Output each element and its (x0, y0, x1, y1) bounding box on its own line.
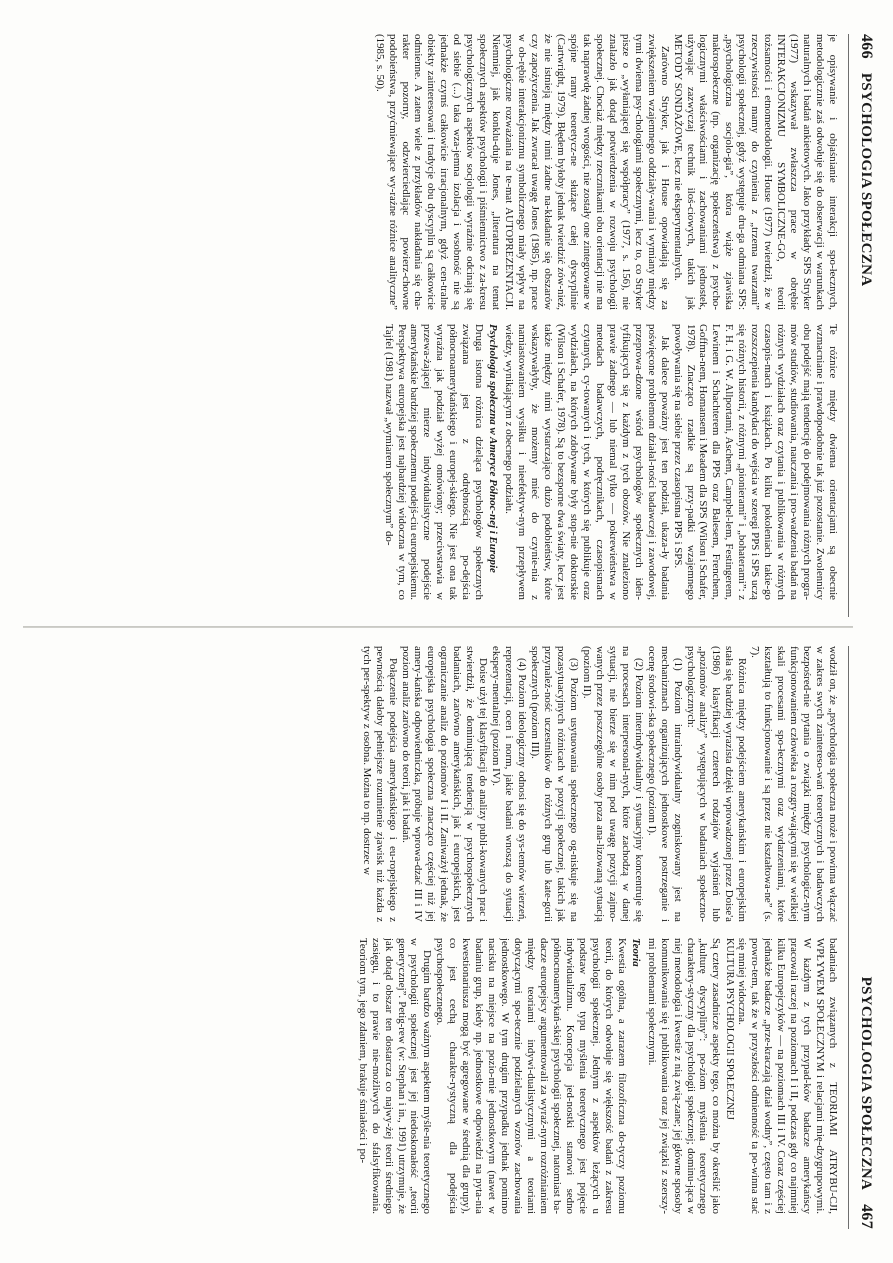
body-paragraph: wodził on, że „psychologia społeczna może i powinna włączać w zakres swych zaintereso-wań teoretycznych i badawczych bezpośred-nie pytania o związki między psychologicz-nym funkcjonowaniem człowieka a rozgry-wającymi się w wielkiej skali procesami spo-łecznymi oraz wydarzeniami, które kształtują to funkcjonowanie i są przez nie kształtowa-ne” (s. 7). (749, 646, 839, 922)
right-page (0, 632, 893, 1263)
book-gutter (23, 626, 853, 628)
body-paragraph: Drugim bardzo ważnym aspektem myśle-nia teoretycznego w psychologii społecznej jest jej niedoskonałość „teorii generycznej”. Petig-rew (w: Stephan i in., 1991) utrzymuje, że jak dotąd obszar ten dostarcza co najwy-żej teorii średniego zasięgu, i to prawie nie-możliwych do sfalsyfikowania. Teoriom tym, jego zdaniem, brakuje śmiałości i po- (356, 938, 434, 1214)
body-paragraph: Doise użył tej klasyfikacji do analizy publi-kowanych prac i stwierdził, że dominującą tendencją w psychospołecznych badaniach, zarówno amerykańskich, jak i europejskich, jest ograniczanie analiz do poziomów I i II. Zaniważył jednak, że europejska psychologia społeczna znacząco częściej niż jej amery-kańska odpowiedniczka, próbuje wprowa-dzać III i IV poziom analiz zarówno do teorii, jak i badań. (399, 646, 490, 922)
right-running-title: PSYCHOLOGIA SPOŁECZNA (858, 976, 874, 1191)
body-paragraph: Są cztery zasadnicze aspekty tego, co można by określić jako „kulturę dyscypliny”: po-ziom myślenia teoretycznego charaktery-styczny dla psychologii społecznej; dominu-jąca w niej metodologia i kwestie z nią zwią-zane; jej główne sposoby komunikowania się i publikowania oraz jej związki z szerszy-mi problemami społecznymi. (645, 938, 723, 1214)
body-paragraph: (3) Poziom usytuowania społecznego og-niskuje się na pozasytuacyjnych różnicach w pozycji społecznej, takich jak przynależ-ność uczestników do różnych grup lub kate-gorii społecznych (poziom III). (529, 646, 580, 922)
right-page-number: 467 (858, 1204, 875, 1229)
section-heading: Teoria (629, 938, 642, 967)
section-heading: Psychologia społeczna w Ameryce Północ-nej i Europie (487, 324, 500, 573)
body-paragraph: Te różnice między dwiema orientacjami są obecnie wzmacniane i prawdopodobnie tak już pozostanie. Zwolennicy obu podejść mają tendencję do podejmowania różnych progra-mów studiów, studiowania, nauczania i pro-wadzenia badań na różnych wydziałach oraz czytania i publikowania w różnych czasopis-mach i książkach. Po kilku pokoleniach takie-go rozszczepienia kandydaci do wejścia w szeregi PPS i SPS uczą się różnych historii, z różnymi „pionierami” i „bohaterami”: z F. H. i G. W. Allportami, Aschem, Campbel-lem, Festingerem, Lewinem i Schachterem dla PPS oraz Balesem, Frenchem, Goffma-nem, Homansem i Meadem dla SPS (Wilson i Schafer, 1978). Znacząco rzadkie są przy-padki wzajemnego powoływania się na siebie przez czasopisma PPS i SPS. (671, 324, 839, 600)
right-column-2 (11, 938, 839, 1214)
left-page (0, 0, 893, 631)
body-paragraph: je opisywanie i objaśnianie interakcji spo-łecznych, metodologicznie zaś odwołuje się do obserwacji w warunkach naturalnych i badań ankietowych. Jako przykłady SPS Stryker (1977) wskazywał zwłaszcza prace w obrębie INTERAKCJONIZMU SYMBOLICZNE-GO, teorii tożsamości i etnometodologii. House (1977) twierdził, że w rzeczywistości mamy do czynienia z „trzema twarzami” psychologii społecznej, gdyż występuje dru-ga odmiana SPS: „psychologiczna socjolo-gia”, która wiąże zjawiska makrospołeczne (np. organizację społeczeństwa) z psycho-logicznymi właściwościami i zachowaniami jednostek, używając zazwyczaj technik iloś-ciowych, takich jak METODY SONDAŻOWE, lecz nie eksperymentalnych. (671, 34, 839, 310)
body-paragraph: Jak dalece poważny jest ten podział, ukaza-ły badania poświęcone problemom działal-ności badawczej i zawodowej, przeprowa-dzone wśród psychologów społecznych iden-tyfikujących się z każdym z tych obozów. Nie znaleziono prawie żadnego — lub niemal tylko — pokrewieństwa w metodach badawczych, podręcznikach, czasopismach czytanych, cy-towanych i tych, w których się publikuje oraz wydziałach, na których zdobywane były stop-nie doktorskie (Wilson i Schafer, 1978). Są to bezsporne dwa światy, lecz jest także między nimi wystarczająco dużo podobieństw, które wskazywałyby, że możemy mieć do czynie-nia z namiastowaniem wysiłku i nieefektyw-nym przepływem wiedzy, wynikającym z obecnego podziału. (503, 324, 671, 600)
section-heading-smallcaps: KULTURA PSYCHOLOGII SPOŁECZNEJ (724, 938, 736, 1120)
body-paragraph: Zarówno Stryker, jak i House opowiadają się za zwiększeniem wzajemnego oddziały-wania i wymiany między tymi dwiema psy-chologiami społecznymi, lecz to, co Stryker pisze o „wyłaniającej się współpracy” (1977, s. 156), nie znalazło jak dotąd potwierdzenia w rozwoju psychologii społecznej. Chociaż między rzecznikami obu orientacji nie ma tak naprawdę żadnej wrogości, nie zostały one zintegrowane w spójne ramy teoretycz-ne służące całej dyscyplinie (Cartwright, 1979). Błędem byłoby jednak twierdzić zów-nież, że nie istnieją między nimi żadne na-kładanie się obszarów czy zapożyczenia. Jak zwracał uwagę Jones (1985), np. prace w ob-rębie interakcjonizmu symbolicznego miały wpływ na psychologiczne rozważania na te-mat AUTOPREZENTACJI. Niemniej, jak konklu-duje Jones, „literatura na temat społecznych aspektów psychologii i piśmiennictwo z za-kresu psychologicznych aspektów socjologii wyraźnie odcinają się od siebie (...) taka wza-jemna izolacja i wsobność nie są jednakże czymś całkowicie irracjonalnym, gdyż cen-tralne obiekty zainteresowań i tradycje obu dyscyplin są całkowicie odmienne. A zatem wiele z przykładów nakładania się cha-rakter pozorny, odzwierciedlając powierz-chowne podobieństwa, przyćmiewające wy-raźne różnice analityczne” (1985, s. 50). (373, 34, 671, 310)
right-running-head (857, 977, 875, 1229)
body-paragraph: Druga istotna różnica dzieląca psychologów społecznych związana jest z odrębnością po-dejścia północnoamerykańskiego i europej-skiego. Nie jest ona tak wyraźna jak podział wyżej omówiony; przeciwstawia w przewa-żającej mierze indywidualistyczne podejście amerykańskie bardziej społecznemu podejś-ciu europejskiemu. Perspektywa europejska jest najbardziej widoczna w tym, co Tajfel (1981) nazwał „wymiarem społecznym” do- (382, 324, 486, 600)
right-column-1 (11, 646, 839, 922)
left-head-rule (848, 34, 849, 617)
body-paragraph: (2) Poziom interindywidualny i sytuacyjny koncentruje się na procesach interpersonal-nych, które zachodzą w danej sytuacji, nie bierze się w nim pod uwagę pozycji zajmo-wanych przez poszczególne osoby poza ana-lizowaną sytuacją (poziom II). (580, 646, 645, 922)
body-paragraph: Kwestia ogólna, a zarazem filozoficzna do-tyczy poziomu teorii, do których odwołuje się większość badań z zakresu psychologii społecznej. Jednym z aspektów leżących u podstaw tego typu myślenia teoretycznego jest pojęcie indywidualizmu. Koncepcja jed-nostki stanowi sedno północnoamerykań-skiej psychologii społecznej, natomiast ba-dacze europejscy argumentowali za wyraź-nym rozróżnianiem między teoriami indywi-dualistycznymi a teoriami dotyczącymi spo-tecznie podzielanych wzorów zachowania jednostkowego. W tym drugim przypadku jednak pomimo nacisku na miejsce na pozio-mie jednostkowym (nawet w badaniu grup, kiedy np. jednostkowe odpowiedzi na pyta-nia kwestionariusza mogą być agregowane w średnią dla grupy), co jest cechą charakte-rystyczną dla podejścia psychospołecznego. (434, 938, 628, 1214)
left-column-2 (11, 324, 839, 600)
left-running-title: PSYCHOLOGIA SPOŁECZNA (858, 72, 874, 287)
body-paragraph: Różnica między podejściem amerykańskim i europejskim stała się bardziej wyrazista dzięki wprowadzonej przez Doise'a (1986) klasyfikacji czterech rodzajów wyjaśnień lub „poziomów analizy” występujących w badaniach społeczno-psychologicznych: (684, 646, 749, 922)
body-paragraph: (4) Poziom ideologiczny odnosi się do sys-temów wierzeń, reprezentacji, ocen i norm, jakie badani wnoszą do sytuacji ekspery-mentalnej (poziom IV). (490, 646, 529, 922)
right-head-rule (848, 646, 849, 1229)
body-paragraph: badaniach związanych z TEORIAMI ATRYBU-CJI, WPŁYWEM SPOŁECZNYM i relacjami mię-dzygrupowymi. W każdym z tych przypad-ków badacze amerykańscy pracowali raczej na poziomach I i II, podczas gdy co najmniej kilku Europejczyków — na poziomach III i IV. Coraz częściej jednakże badacze „prze-kraczają dział wodny”, często tam i z powro-tem, tak że w przyszłości odmienność ta po-winna stać się mniej widoczna. (736, 938, 839, 1214)
left-page-number: 466 (858, 34, 875, 59)
left-running-head (857, 34, 875, 286)
body-paragraph: (1) Poziom intraindywidualny zogniskowany jest na mechanizmach organizujących jednostkowe postrzeganie i ocenę środowi-ska społecznego (poziom I). (645, 646, 684, 922)
body-paragraph: Połączenie podejścia amerykańskiego i eu-ropejskiego z pewnością dałoby pełniejsze rozumienie zjawisk niż każda z tych per-spektyw z osobna. Można to np. dostrzec w (360, 646, 399, 922)
left-column-1 (11, 34, 839, 310)
